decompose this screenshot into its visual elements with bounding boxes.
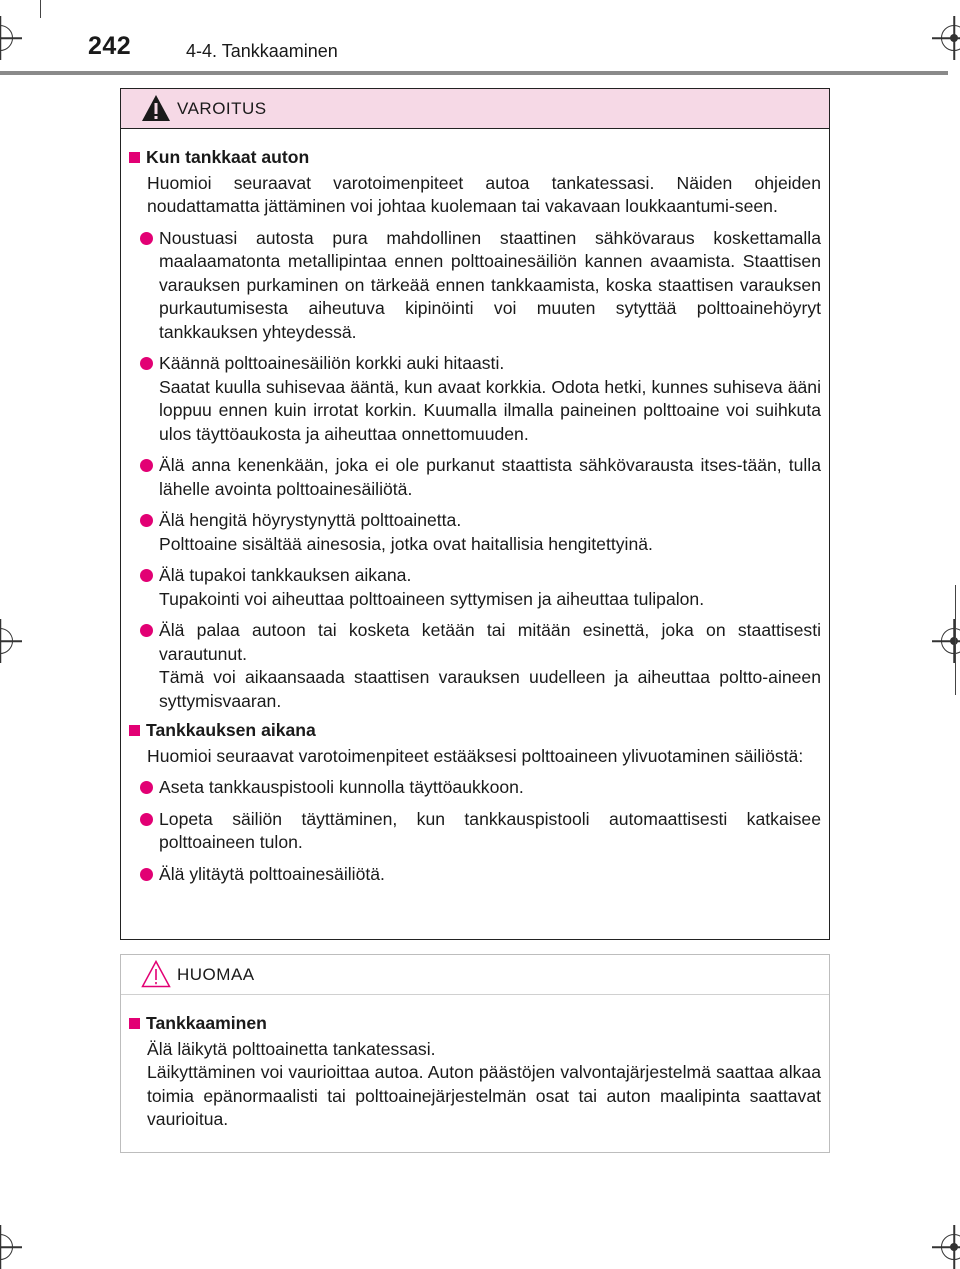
section-heading-text: Kun tankkaat auton <box>146 147 310 167</box>
notice-box-header <box>121 955 829 995</box>
registration-mark-bottom-right <box>941 1234 960 1260</box>
round-bullet-icon <box>140 232 153 245</box>
round-bullet-icon <box>140 813 153 826</box>
square-bullet-icon <box>129 1018 140 1029</box>
list-item <box>138 776 821 800</box>
round-bullet-icon <box>140 357 153 370</box>
list-item <box>138 227 821 345</box>
warning-title: VAROITUS <box>177 99 267 118</box>
list-item <box>138 509 821 556</box>
section-title: 4-4. Tankkaaminen <box>186 41 338 61</box>
list-item-text: Käännä polttoainesäiliön korkki auki hitaasti. <box>159 353 505 373</box>
list-item <box>138 619 821 713</box>
list-item <box>138 808 821 855</box>
round-bullet-icon <box>140 868 153 881</box>
list-item-detail: Saatat kuulla suhisevaa ääntä, kun avaat korkkia. Odota hetki, kunnes suhiseva ääni loppuu ennen kuin irrotat korkin. Kuumalla ilmalla paineinen polttoaine voi suihkuta ulos täyttöaukosta ja aiheuttaa onnettomuuden. <box>159 376 821 444</box>
section-heading-text: Tankkauksen aikana <box>146 720 316 740</box>
section-intro: Huomioi seuraavat varotoimenpiteet estääksesi polttoaineen ylivuotaminen säiliöstä: <box>147 745 804 766</box>
list-item <box>138 454 821 501</box>
page-number: 242 <box>88 32 132 60</box>
list-item-detail: Polttoaine sisältää ainesosia, jotka ovat haitallisia hengitettyinä. <box>159 533 653 554</box>
notice-line: Älä läikytä polttoainetta tankatessasi. <box>147 1038 436 1059</box>
list-item-text: Lopeta säiliön täyttäminen, kun tankkauspistooli automaattisesti katkaisee polttoaineen tulon. <box>159 808 821 852</box>
warning-triangle-icon <box>141 94 171 122</box>
round-bullet-icon <box>140 569 153 582</box>
section-heading <box>129 1012 821 1036</box>
section-heading <box>129 719 821 743</box>
notice-line: Läikyttäminen voi vaurioittaa autoa. Auton päästöjen valvontajärjestelmä saattaa alkaa toimia epänormaalisti tai polttoainejärjestelmän osat tai auton maalipinta saattavat vaurioitua. <box>147 1062 821 1129</box>
notice-box <box>120 954 830 1153</box>
list-item-text: Älä palaa autoon tai kosketa ketään tai mitään esinettä, joka on staattisesti varautunut. <box>159 620 821 664</box>
list-item <box>138 564 821 611</box>
warning-box-header <box>121 89 829 129</box>
warning-box <box>120 88 830 940</box>
list-item-text: Noustuasi autosta pura mahdollinen staattinen sähkövaraus koskettamalla maalaamatonta metallipintaa ennen polttoainesäiliön kannen avaamista. Staattisen varauksen purkaminen on tärkeää ennen tankkaamista, koska staattisen varauksen purkautumisesta aiheutuva kipinöinti voi muuten sytyttää polttoainehöyryt tankkauksen yhteydessä. <box>159 227 821 342</box>
registration-mark-mid-right <box>941 628 960 654</box>
warning-body <box>121 129 829 886</box>
crop-line-top <box>40 0 41 18</box>
registration-mark-top-right <box>941 25 960 51</box>
registration-mark-bottom-left <box>0 1234 13 1260</box>
notice-title: HUOMAA <box>177 965 255 984</box>
square-bullet-icon <box>129 152 140 163</box>
round-bullet-icon <box>140 459 153 472</box>
registration-mark-mid-left <box>0 628 13 654</box>
square-bullet-icon <box>129 725 140 736</box>
caution-triangle-icon <box>141 960 171 988</box>
crop-line-right <box>955 585 956 695</box>
list-item-text: Älä hengitä höyrystynyttä polttoainetta. <box>159 510 462 530</box>
notice-body <box>121 995 829 1132</box>
round-bullet-icon <box>140 624 153 637</box>
list-item-detail: Tupakointi voi aiheuttaa polttoaineen syttymisen ja aiheuttaa tulipalon. <box>159 588 705 609</box>
list-item <box>138 863 821 887</box>
round-bullet-icon <box>140 514 153 527</box>
list-item <box>138 352 821 446</box>
header-rule <box>0 71 948 75</box>
list-item-detail: Tämä voi aikaansaada staattisen varauksen uudelleen ja aiheuttaa poltto-aineen syttymisvaaran. <box>159 667 821 711</box>
list-item-text: Aseta tankkauspistooli kunnolla täyttöaukkoon. <box>159 777 524 797</box>
section-heading <box>129 146 821 170</box>
list-item-text: Älä anna kenenkään, joka ei ole purkanut staattista sähkövarausta itses-tään, tulla lähelle avointa polttoainesäiliötä. <box>159 455 821 499</box>
section-intro: Huomioi seuraavat varotoimenpiteet autoa tankatessasi. Näiden ohjeiden noudattamatta jättäminen voi johtaa kuolemaan tai vakavaan loukkaantumi-seen. <box>147 172 821 216</box>
section-heading-text: Tankkaaminen <box>146 1013 267 1033</box>
registration-mark-top-left <box>0 25 13 51</box>
round-bullet-icon <box>140 781 153 794</box>
list-item-text: Älä ylitäytä polttoainesäiliötä. <box>159 863 385 884</box>
list-item-text: Älä tupakoi tankkauksen aikana. <box>159 565 412 585</box>
